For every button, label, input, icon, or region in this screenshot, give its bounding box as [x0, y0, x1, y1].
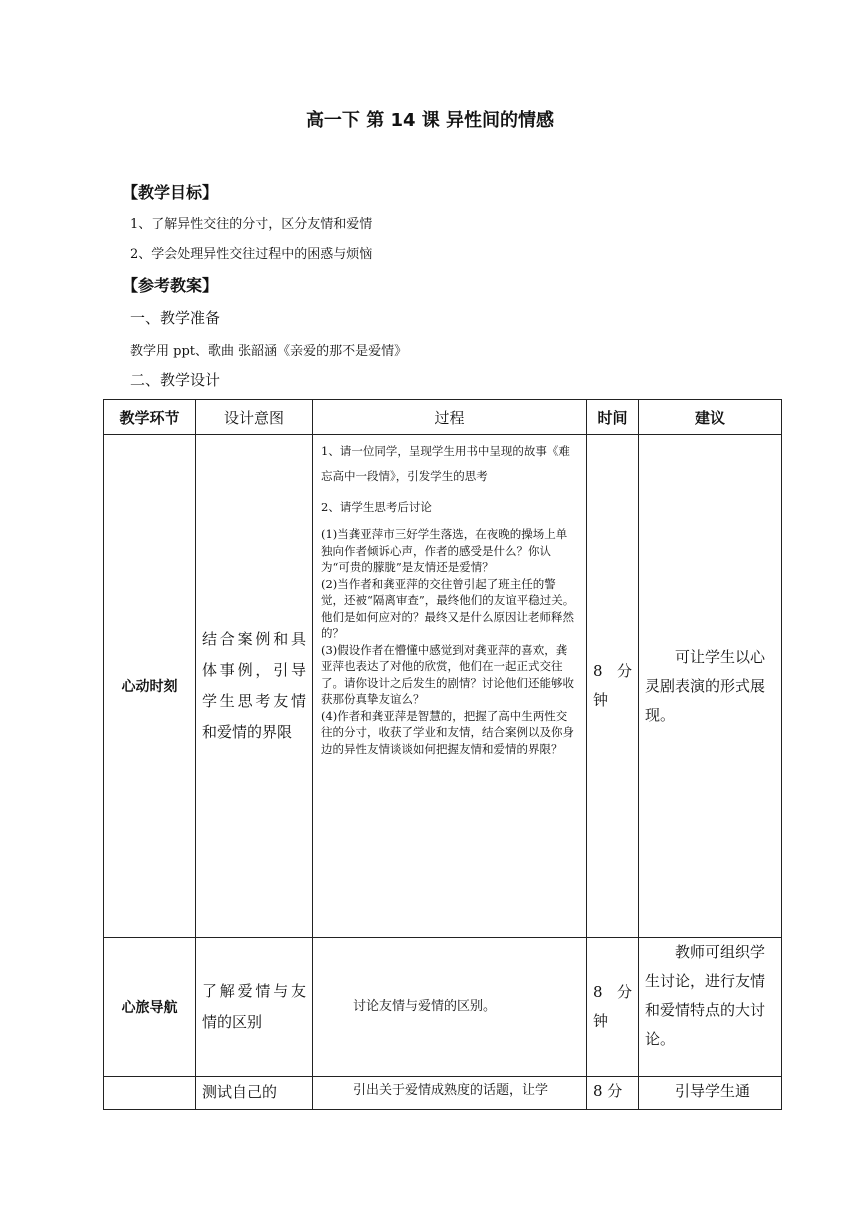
table-row: [104, 938, 782, 1077]
row1-intent: 结合案例和具体事例，引导学生思考友情和爱情的界限: [196, 435, 313, 938]
row2-stage: 心旅导航: [104, 938, 196, 1077]
plan-heading: 【参考教案】: [122, 276, 219, 295]
process-step-2: 2、请学生思考后讨论: [321, 500, 432, 514]
header-intent: 设计意图: [196, 400, 313, 435]
process-q3: (3)假设作者在懵懂中感觉到对龚亚萍的喜欢，龚亚萍也表达了对他的欣赏，他们在一起正式交往了。请你设计之后发生的剧情？讨论他们还能够收获那份真挚友谊么？: [321, 642, 574, 706]
row1-stage: 心动时刻: [104, 435, 196, 938]
process-q1: (1)当龚亚萍市三好学生落选，在夜晚的操场上单独向作者倾诉心声，作者的感受是什么？你认为“可贵的朦胧”是友情还是爱情？: [321, 527, 568, 574]
objective-item-1: 1、了解异性交往的分寸，区分友情和爱情: [130, 217, 373, 232]
header-time: 时间: [587, 400, 639, 435]
row3-process: 引出关于爱情成熟度的话题，让学: [313, 1077, 587, 1110]
row1-process: [313, 435, 587, 938]
row2-process: 讨论友情与爱情的区别。: [313, 938, 587, 1077]
process-q2: (2)当作者和龚亚萍的交往曾引起了班主任的警觉，还被“隔离审查”，最终他们的友谊平稳过关。他们是如何应对的？最终又是什么原因让老师释然的？: [321, 576, 575, 640]
row1-time: 8 分钟: [587, 435, 639, 938]
design-heading: 二、教学设计: [130, 371, 221, 389]
header-stage: 教学环节: [104, 400, 196, 435]
row2-intent: 了解爱情与友情的区别: [196, 938, 313, 1077]
header-process: 过程: [313, 400, 587, 435]
row3-intent: 测试自己的: [196, 1077, 313, 1110]
objectives-heading: 【教学目标】: [122, 183, 219, 202]
objective-item-2: 2、学会处理异性交往过程中的困惑与烦恼: [130, 247, 373, 262]
prep-text: 教学用 ppt、歌曲 张韶涵《亲爱的那不是爱情》: [130, 344, 408, 359]
row2-advice: 教师可组织学生讨论，进行友情和爱情特点的大讨论。: [639, 938, 782, 1077]
header-advice: 建议: [639, 400, 782, 435]
table-header-row: [104, 400, 782, 435]
row3-advice: 引导学生通: [639, 1077, 782, 1110]
prep-heading: 一、教学准备: [130, 309, 221, 327]
table-row: [104, 435, 782, 938]
page-title: 高一下 第 14 课 异性间的情感: [305, 110, 555, 131]
table-row: [104, 1077, 782, 1110]
row1-advice: 可让学生以心灵剧表演的形式展现。: [639, 435, 782, 938]
row3-time: 8 分: [587, 1077, 639, 1110]
process-step-1: 1、请一位同学，呈现学生用书中呈现的故事《难忘高中一段情》，引发学生的思考: [321, 444, 570, 483]
row2-time: 8 分钟: [587, 938, 639, 1077]
lesson-design-table: [103, 399, 782, 1110]
row3-stage: [104, 1077, 196, 1110]
process-q4: (4)作者和龚亚萍是智慧的，把握了高中生两性交往的分寸，收获了学业和友情，结合案例以及你身边的异性友情谈谈如何把握友情和爱情的界限？: [321, 708, 574, 756]
